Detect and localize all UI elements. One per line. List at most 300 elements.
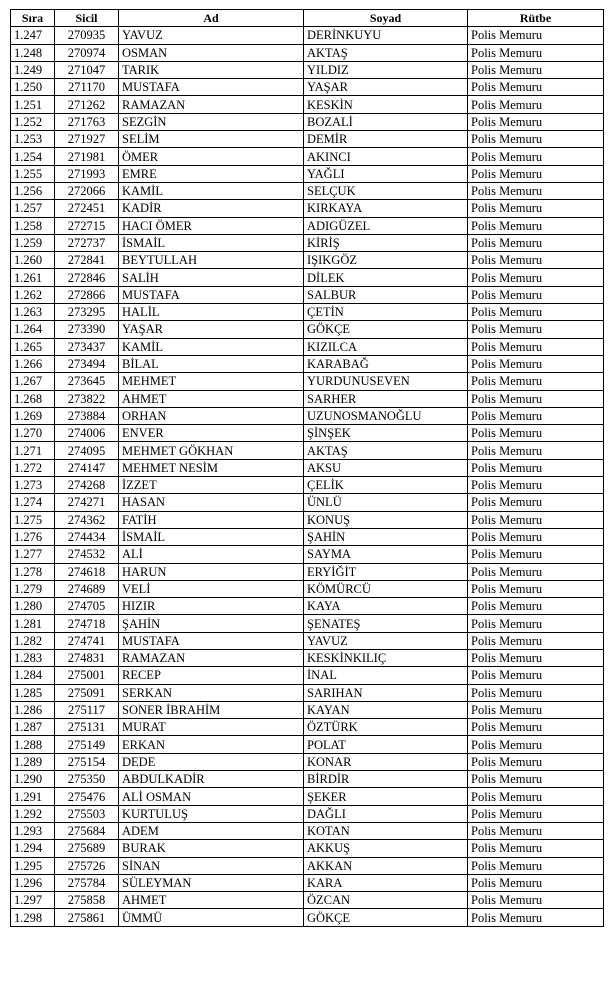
- table-row: [11, 321, 604, 338]
- table-row: [11, 771, 604, 788]
- cell-ad: RECEP: [119, 667, 304, 684]
- cell-sira: 1.293: [11, 822, 55, 839]
- cell-rutbe: Polis Memuru: [468, 355, 604, 372]
- cell-rutbe: Polis Memuru: [468, 407, 604, 424]
- cell-sira: 1.248: [11, 44, 55, 61]
- cell-ad: DEDE: [119, 753, 304, 770]
- cell-sira: 1.289: [11, 753, 55, 770]
- cell-soyad: YAŞAR: [304, 79, 468, 96]
- cell-sira: 1.286: [11, 701, 55, 718]
- table-row: [11, 874, 604, 891]
- table-row: [11, 563, 604, 580]
- cell-ad: KURTULUŞ: [119, 805, 304, 822]
- cell-rutbe: Polis Memuru: [468, 217, 604, 234]
- cell-sicil: 275350: [55, 771, 119, 788]
- table-row: [11, 719, 604, 736]
- table-row: [11, 909, 604, 926]
- cell-rutbe: Polis Memuru: [468, 528, 604, 545]
- table-row: [11, 649, 604, 666]
- cell-rutbe: Polis Memuru: [468, 580, 604, 597]
- cell-sira: 1.261: [11, 269, 55, 286]
- cell-soyad: IŞIKGÖZ: [304, 252, 468, 269]
- cell-sira: 1.285: [11, 684, 55, 701]
- cell-sicil: 275689: [55, 840, 119, 857]
- cell-rutbe: Polis Memuru: [468, 494, 604, 511]
- cell-soyad: ŞEKER: [304, 788, 468, 805]
- table-row: [11, 701, 604, 718]
- cell-soyad: KARA: [304, 874, 468, 891]
- cell-ad: SALİH: [119, 269, 304, 286]
- cell-sira: 1.251: [11, 96, 55, 113]
- cell-sicil: 270935: [55, 27, 119, 44]
- table-row: [11, 546, 604, 563]
- cell-sicil: 272066: [55, 182, 119, 199]
- cell-sicil: 275001: [55, 667, 119, 684]
- table-row: [11, 511, 604, 528]
- cell-rutbe: Polis Memuru: [468, 425, 604, 442]
- cell-sicil: 275726: [55, 857, 119, 874]
- cell-sira: 1.278: [11, 563, 55, 580]
- cell-soyad: GÖKÇE: [304, 321, 468, 338]
- cell-sicil: 275149: [55, 736, 119, 753]
- cell-ad: EMRE: [119, 165, 304, 182]
- cell-ad: KADİR: [119, 200, 304, 217]
- cell-ad: BİLAL: [119, 355, 304, 372]
- table-row: [11, 822, 604, 839]
- header-row: [11, 10, 604, 27]
- cell-sicil: 271927: [55, 131, 119, 148]
- cell-rutbe: Polis Memuru: [468, 632, 604, 649]
- table-row: [11, 373, 604, 390]
- table-row: [11, 131, 604, 148]
- cell-soyad: UZUNOSMANOĞLU: [304, 407, 468, 424]
- table-row: [11, 477, 604, 494]
- cell-ad: ÜMMÜ: [119, 909, 304, 926]
- cell-sira: 1.292: [11, 805, 55, 822]
- cell-ad: SERKAN: [119, 684, 304, 701]
- cell-soyad: KESKİNKILIÇ: [304, 649, 468, 666]
- cell-soyad: YURDUNUSEVEN: [304, 373, 468, 390]
- cell-ad: RAMAZAN: [119, 96, 304, 113]
- cell-ad: HASAN: [119, 494, 304, 511]
- cell-sira: 1.262: [11, 286, 55, 303]
- cell-sira: 1.269: [11, 407, 55, 424]
- cell-sira: 1.268: [11, 390, 55, 407]
- table-row: [11, 459, 604, 476]
- cell-ad: AHMET: [119, 892, 304, 909]
- cell-sira: 1.265: [11, 338, 55, 355]
- cell-sicil: 273884: [55, 407, 119, 424]
- cell-ad: SÜLEYMAN: [119, 874, 304, 891]
- cell-rutbe: Polis Memuru: [468, 667, 604, 684]
- table-row: [11, 338, 604, 355]
- cell-ad: TARIK: [119, 61, 304, 78]
- cell-soyad: ERYİĞİT: [304, 563, 468, 580]
- cell-ad: SELİM: [119, 131, 304, 148]
- cell-rutbe: Polis Memuru: [468, 148, 604, 165]
- cell-ad: SEZGİN: [119, 113, 304, 130]
- cell-soyad: BOZALİ: [304, 113, 468, 130]
- cell-sicil: 271047: [55, 61, 119, 78]
- cell-rutbe: Polis Memuru: [468, 27, 604, 44]
- table-row: [11, 61, 604, 78]
- cell-sira: 1.266: [11, 355, 55, 372]
- cell-ad: KAMİL: [119, 338, 304, 355]
- cell-rutbe: Polis Memuru: [468, 805, 604, 822]
- cell-sira: 1.287: [11, 719, 55, 736]
- cell-rutbe: Polis Memuru: [468, 252, 604, 269]
- cell-rutbe: Polis Memuru: [468, 788, 604, 805]
- cell-sira: 1.290: [11, 771, 55, 788]
- table-row: [11, 355, 604, 372]
- cell-sicil: 273645: [55, 373, 119, 390]
- cell-soyad: SARIHAN: [304, 684, 468, 701]
- cell-soyad: KARABAĞ: [304, 355, 468, 372]
- cell-rutbe: Polis Memuru: [468, 442, 604, 459]
- cell-sira: 1.281: [11, 615, 55, 632]
- table-row: [11, 753, 604, 770]
- cell-ad: MUSTAFA: [119, 79, 304, 96]
- cell-sira: 1.276: [11, 528, 55, 545]
- cell-ad: BURAK: [119, 840, 304, 857]
- cell-soyad: SAYMA: [304, 546, 468, 563]
- table-row: [11, 425, 604, 442]
- cell-ad: ŞAHİN: [119, 615, 304, 632]
- cell-soyad: DİLEK: [304, 269, 468, 286]
- header-ad: Ad: [119, 10, 304, 27]
- table-row: [11, 304, 604, 321]
- cell-sicil: 274831: [55, 649, 119, 666]
- cell-sicil: 274268: [55, 477, 119, 494]
- cell-ad: HALİL: [119, 304, 304, 321]
- table-row: [11, 165, 604, 182]
- cell-soyad: ÖZCAN: [304, 892, 468, 909]
- cell-rutbe: Polis Memuru: [468, 546, 604, 563]
- cell-rutbe: Polis Memuru: [468, 615, 604, 632]
- cell-ad: MUSTAFA: [119, 286, 304, 303]
- cell-rutbe: Polis Memuru: [468, 511, 604, 528]
- cell-rutbe: Polis Memuru: [468, 459, 604, 476]
- cell-sicil: 275784: [55, 874, 119, 891]
- cell-ad: İSMAİL: [119, 234, 304, 251]
- table-row: [11, 667, 604, 684]
- cell-sicil: 274147: [55, 459, 119, 476]
- cell-rutbe: Polis Memuru: [468, 182, 604, 199]
- cell-sicil: 275091: [55, 684, 119, 701]
- cell-sicil: 275858: [55, 892, 119, 909]
- cell-sicil: 273390: [55, 321, 119, 338]
- cell-sicil: 274006: [55, 425, 119, 442]
- cell-ad: ERKAN: [119, 736, 304, 753]
- cell-sicil: 273437: [55, 338, 119, 355]
- table-row: [11, 805, 604, 822]
- cell-sira: 1.270: [11, 425, 55, 442]
- table-row: [11, 44, 604, 61]
- cell-rutbe: Polis Memuru: [468, 61, 604, 78]
- cell-rutbe: Polis Memuru: [468, 477, 604, 494]
- table-row: [11, 598, 604, 615]
- table-row: [11, 580, 604, 597]
- cell-ad: İZZET: [119, 477, 304, 494]
- header-rutbe: Rütbe: [468, 10, 604, 27]
- cell-soyad: AKSU: [304, 459, 468, 476]
- cell-rutbe: Polis Memuru: [468, 684, 604, 701]
- cell-sicil: 275131: [55, 719, 119, 736]
- cell-rutbe: Polis Memuru: [468, 96, 604, 113]
- cell-soyad: POLAT: [304, 736, 468, 753]
- cell-soyad: YILDIZ: [304, 61, 468, 78]
- table-row: [11, 442, 604, 459]
- cell-sira: 1.256: [11, 182, 55, 199]
- cell-ad: SİNAN: [119, 857, 304, 874]
- cell-soyad: AKTAŞ: [304, 442, 468, 459]
- table-row: [11, 840, 604, 857]
- table-row: [11, 96, 604, 113]
- cell-rutbe: Polis Memuru: [468, 321, 604, 338]
- cell-soyad: SALBUR: [304, 286, 468, 303]
- cell-ad: İSMAİL: [119, 528, 304, 545]
- table-row: [11, 200, 604, 217]
- table-row: [11, 79, 604, 96]
- cell-sicil: 275503: [55, 805, 119, 822]
- cell-sira: 1.279: [11, 580, 55, 597]
- cell-ad: MURAT: [119, 719, 304, 736]
- cell-sira: 1.297: [11, 892, 55, 909]
- header-sira: Sıra: [11, 10, 55, 27]
- cell-sicil: 271262: [55, 96, 119, 113]
- cell-soyad: ADIGÜZEL: [304, 217, 468, 234]
- cell-sicil: 271763: [55, 113, 119, 130]
- cell-rutbe: Polis Memuru: [468, 736, 604, 753]
- cell-rutbe: Polis Memuru: [468, 338, 604, 355]
- table-row: [11, 182, 604, 199]
- cell-sira: 1.250: [11, 79, 55, 96]
- cell-rutbe: Polis Memuru: [468, 286, 604, 303]
- cell-sicil: 274741: [55, 632, 119, 649]
- cell-ad: ABDULKADİR: [119, 771, 304, 788]
- table-row: [11, 407, 604, 424]
- cell-soyad: ÇETİN: [304, 304, 468, 321]
- cell-ad: MEHMET GÖKHAN: [119, 442, 304, 459]
- cell-sira: 1.295: [11, 857, 55, 874]
- cell-soyad: KONAR: [304, 753, 468, 770]
- cell-soyad: GÖKÇE: [304, 909, 468, 926]
- cell-sicil: 274618: [55, 563, 119, 580]
- cell-ad: ORHAN: [119, 407, 304, 424]
- cell-sicil: 272451: [55, 200, 119, 217]
- cell-soyad: DEMİR: [304, 131, 468, 148]
- cell-sira: 1.291: [11, 788, 55, 805]
- cell-rutbe: Polis Memuru: [468, 701, 604, 718]
- cell-sira: 1.275: [11, 511, 55, 528]
- cell-sira: 1.257: [11, 200, 55, 217]
- cell-rutbe: Polis Memuru: [468, 563, 604, 580]
- cell-ad: SONER İBRAHİM: [119, 701, 304, 718]
- cell-sicil: 274532: [55, 546, 119, 563]
- cell-rutbe: Polis Memuru: [468, 269, 604, 286]
- cell-ad: OSMAN: [119, 44, 304, 61]
- cell-sira: 1.264: [11, 321, 55, 338]
- cell-ad: FATİH: [119, 511, 304, 528]
- cell-rutbe: Polis Memuru: [468, 165, 604, 182]
- cell-sicil: 271993: [55, 165, 119, 182]
- table-row: [11, 788, 604, 805]
- cell-soyad: DERİNKUYU: [304, 27, 468, 44]
- cell-soyad: ŞAHİN: [304, 528, 468, 545]
- cell-ad: MEHMET NESİM: [119, 459, 304, 476]
- cell-sira: 1.254: [11, 148, 55, 165]
- table-row: [11, 234, 604, 251]
- cell-soyad: BİRDİR: [304, 771, 468, 788]
- table-row: [11, 286, 604, 303]
- cell-sicil: 274434: [55, 528, 119, 545]
- header-sicil: Sicil: [55, 10, 119, 27]
- cell-sira: 1.267: [11, 373, 55, 390]
- table-row: [11, 252, 604, 269]
- cell-rutbe: Polis Memuru: [468, 79, 604, 96]
- cell-rutbe: Polis Memuru: [468, 373, 604, 390]
- cell-sira: 1.249: [11, 61, 55, 78]
- cell-ad: RAMAZAN: [119, 649, 304, 666]
- cell-sicil: 272841: [55, 252, 119, 269]
- cell-sicil: 272715: [55, 217, 119, 234]
- cell-sira: 1.283: [11, 649, 55, 666]
- cell-sicil: 272737: [55, 234, 119, 251]
- cell-sira: 1.298: [11, 909, 55, 926]
- cell-soyad: SELÇUK: [304, 182, 468, 199]
- cell-ad: HIZIR: [119, 598, 304, 615]
- cell-soyad: KONUŞ: [304, 511, 468, 528]
- table-row: [11, 217, 604, 234]
- cell-ad: ALİ: [119, 546, 304, 563]
- cell-soyad: ŞİNŞEK: [304, 425, 468, 442]
- cell-soyad: ÖZTÜRK: [304, 719, 468, 736]
- cell-soyad: KİRİŞ: [304, 234, 468, 251]
- cell-ad: ÖMER: [119, 148, 304, 165]
- cell-soyad: KOTAN: [304, 822, 468, 839]
- cell-sira: 1.272: [11, 459, 55, 476]
- cell-soyad: SARHER: [304, 390, 468, 407]
- cell-sira: 1.258: [11, 217, 55, 234]
- cell-sicil: 275154: [55, 753, 119, 770]
- table-row: [11, 27, 604, 44]
- cell-ad: YAVUZ: [119, 27, 304, 44]
- cell-sira: 1.271: [11, 442, 55, 459]
- cell-rutbe: Polis Memuru: [468, 390, 604, 407]
- table-row: [11, 736, 604, 753]
- cell-soyad: KESKİN: [304, 96, 468, 113]
- cell-sira: 1.284: [11, 667, 55, 684]
- cell-soyad: KAYA: [304, 598, 468, 615]
- cell-sira: 1.263: [11, 304, 55, 321]
- cell-sicil: 275684: [55, 822, 119, 839]
- cell-ad: HACI ÖMER: [119, 217, 304, 234]
- cell-sira: 1.274: [11, 494, 55, 511]
- cell-sira: 1.282: [11, 632, 55, 649]
- cell-sicil: 273494: [55, 355, 119, 372]
- cell-rutbe: Polis Memuru: [468, 874, 604, 891]
- cell-soyad: KIZILCA: [304, 338, 468, 355]
- cell-rutbe: Polis Memuru: [468, 857, 604, 874]
- cell-sira: 1.255: [11, 165, 55, 182]
- cell-sicil: 275476: [55, 788, 119, 805]
- cell-sicil: 274689: [55, 580, 119, 597]
- cell-rutbe: Polis Memuru: [468, 234, 604, 251]
- cell-ad: ALİ OSMAN: [119, 788, 304, 805]
- cell-sicil: 274271: [55, 494, 119, 511]
- cell-rutbe: Polis Memuru: [468, 822, 604, 839]
- cell-sira: 1.288: [11, 736, 55, 753]
- cell-rutbe: Polis Memuru: [468, 131, 604, 148]
- cell-ad: ADEM: [119, 822, 304, 839]
- cell-soyad: DAĞLI: [304, 805, 468, 822]
- cell-ad: VELİ: [119, 580, 304, 597]
- cell-sicil: 274362: [55, 511, 119, 528]
- cell-rutbe: Polis Memuru: [468, 44, 604, 61]
- cell-rutbe: Polis Memuru: [468, 771, 604, 788]
- cell-sicil: 274705: [55, 598, 119, 615]
- cell-sira: 1.280: [11, 598, 55, 615]
- table-row: [11, 632, 604, 649]
- cell-ad: MUSTAFA: [119, 632, 304, 649]
- cell-rutbe: Polis Memuru: [468, 892, 604, 909]
- cell-sira: 1.277: [11, 546, 55, 563]
- cell-ad: BEYTULLAH: [119, 252, 304, 269]
- table-row: [11, 528, 604, 545]
- cell-soyad: ÜNLÜ: [304, 494, 468, 511]
- cell-sicil: 272866: [55, 286, 119, 303]
- table-row: [11, 269, 604, 286]
- table-row: [11, 148, 604, 165]
- cell-ad: KAMİL: [119, 182, 304, 199]
- cell-soyad: AKKAN: [304, 857, 468, 874]
- cell-ad: AHMET: [119, 390, 304, 407]
- cell-sira: 1.259: [11, 234, 55, 251]
- table-row: [11, 857, 604, 874]
- cell-sicil: 275861: [55, 909, 119, 926]
- table-row: [11, 892, 604, 909]
- personnel-table: [10, 9, 604, 927]
- cell-rutbe: Polis Memuru: [468, 840, 604, 857]
- table-row: [11, 615, 604, 632]
- cell-sira: 1.273: [11, 477, 55, 494]
- cell-rutbe: Polis Memuru: [468, 113, 604, 130]
- cell-rutbe: Polis Memuru: [468, 719, 604, 736]
- cell-sira: 1.296: [11, 874, 55, 891]
- cell-sira: 1.247: [11, 27, 55, 44]
- cell-sicil: 270974: [55, 44, 119, 61]
- cell-sicil: 271170: [55, 79, 119, 96]
- cell-ad: ENVER: [119, 425, 304, 442]
- cell-soyad: ŞENATEŞ: [304, 615, 468, 632]
- table-row: [11, 494, 604, 511]
- cell-sicil: 271981: [55, 148, 119, 165]
- cell-sicil: 273295: [55, 304, 119, 321]
- cell-rutbe: Polis Memuru: [468, 304, 604, 321]
- cell-soyad: AKKUŞ: [304, 840, 468, 857]
- cell-soyad: ÇELİK: [304, 477, 468, 494]
- cell-soyad: KIRKAYA: [304, 200, 468, 217]
- header-soyad: Soyad: [304, 10, 468, 27]
- cell-soyad: YAĞLI: [304, 165, 468, 182]
- cell-soyad: KÖMÜRCÜ: [304, 580, 468, 597]
- table-row: [11, 113, 604, 130]
- cell-rutbe: Polis Memuru: [468, 598, 604, 615]
- cell-sira: 1.260: [11, 252, 55, 269]
- table-row: [11, 684, 604, 701]
- cell-ad: HARUN: [119, 563, 304, 580]
- cell-sira: 1.294: [11, 840, 55, 857]
